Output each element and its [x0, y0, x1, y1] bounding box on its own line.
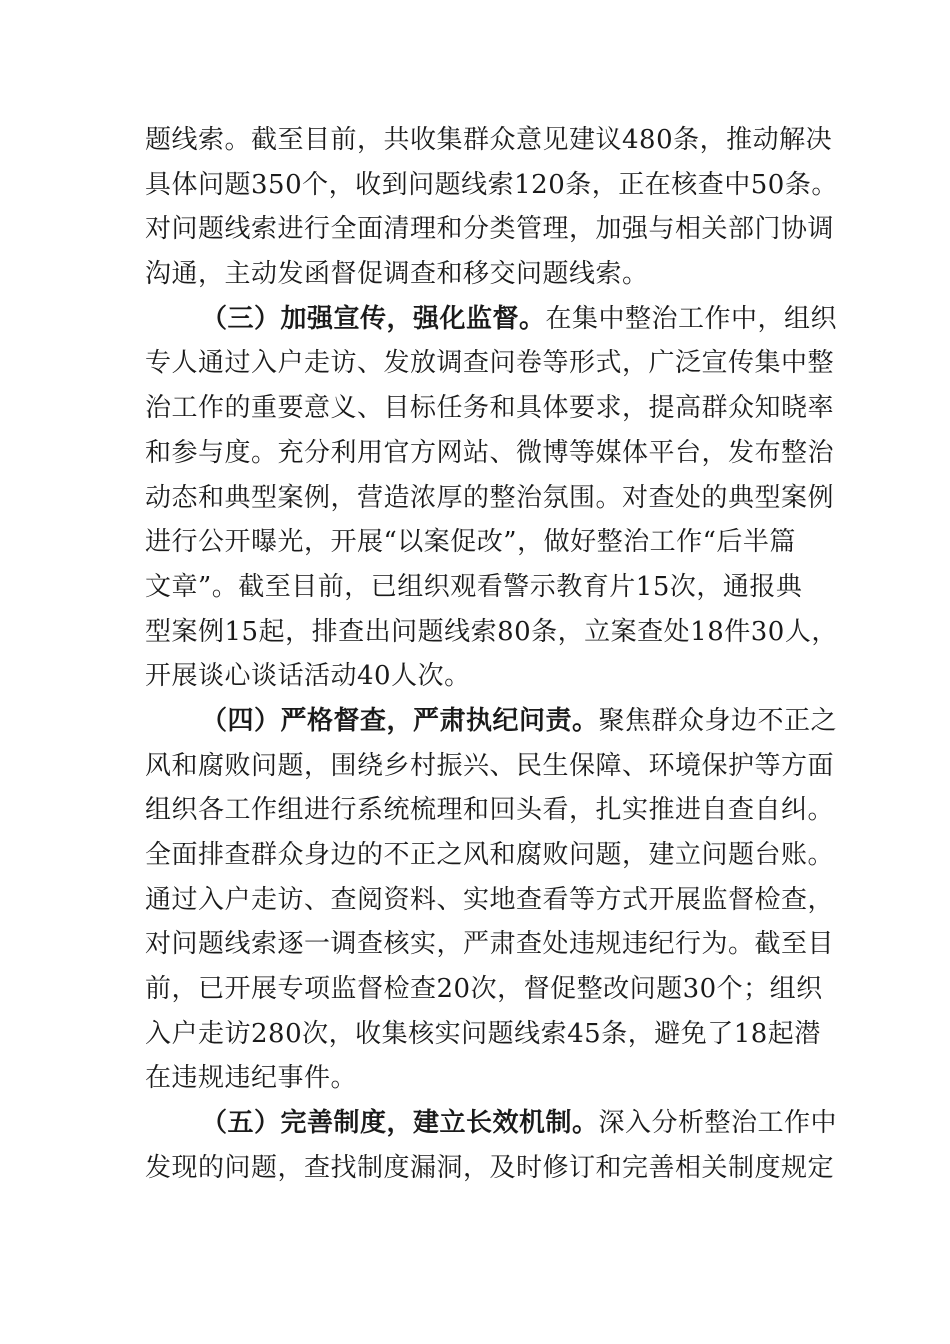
section-heading-5: （五）完善制度，建立长效机制。	[201, 1108, 599, 1139]
paragraph-publicity	[145, 297, 838, 699]
paragraph-continuation	[145, 118, 838, 297]
text-line: 在违规违纪事件。	[145, 1063, 358, 1094]
text-line: 动态和典型案例，营造浓厚的整治氛围。对查处的典型案例	[145, 482, 835, 513]
text-line: 题线索。截至目前，共收集群众意见建议480条，推动解决	[145, 125, 833, 155]
paragraph-first-line	[145, 1101, 838, 1146]
paragraph-inspection	[145, 699, 838, 1101]
text-line: 对问题线索逐一调查核实，严肃查处违规违纪行为。截至目	[145, 929, 835, 960]
text-fragment: 深入分析整治工作中	[598, 1108, 838, 1139]
paragraph-first-line	[145, 699, 838, 744]
text-line: 治工作的重要意义、目标任务和具体要求，提高群众知晓率	[145, 393, 835, 424]
text-line: 前，已开展专项监督检查20次，督促整改问题30个；组织	[145, 974, 823, 1005]
text-line: 专人通过入户走访、发放调查问卷等形式，广泛宣传集中整	[145, 348, 835, 379]
text-line: 文章”。截至目前，已组织观看警示教育片15次，通报典	[145, 571, 803, 602]
text-line: 开展谈心谈话活动40人次。	[145, 661, 471, 692]
text-line: 和参与度。充分利用官方网站、微博等媒体平台，发布整治	[145, 437, 835, 468]
section-heading-3: （三）加强宣传，强化监督。	[201, 303, 546, 334]
text-line: 沟通，主动发函督促调查和移交问题线索。	[145, 259, 649, 290]
text-line: 具体问题350个，收到问题线索120条，正在核查中50条。	[145, 169, 838, 200]
text-fragment: 在集中整治工作中，组织	[545, 303, 838, 334]
text-line: 全面排查群众身边的不正之风和腐败问题，建立问题台账。	[145, 840, 835, 870]
paragraph-first-line	[145, 297, 838, 342]
text-fragment: 聚焦群众身边不正之	[598, 705, 838, 736]
text-line: 风和腐败问题，围绕乡村振兴、民生保障、环境保护等方面	[145, 750, 835, 781]
text-line: 组织各工作组进行系统梳理和回头看，扎实推进自查自纠。	[145, 795, 835, 826]
text-line: 发现的问题，查找制度漏洞，及时修订和完善相关制度规定	[145, 1152, 835, 1183]
text-line: 对问题线索进行全面清理和分类管理，加强与相关部门协调	[145, 214, 835, 245]
section-heading-4: （四）严格督查，严肃执纪问责。	[201, 705, 599, 736]
text-line: 型案例15起，排查出问题线索80条，立案查处18件30人，	[145, 616, 838, 647]
text-line: 入户走访280次，收集核实问题线索45条，避免了18起潜	[145, 1018, 821, 1049]
document-body	[145, 118, 838, 1191]
text-line: 进行公开曝光，开展“以案促改”，做好整治工作“后半篇	[145, 527, 796, 558]
text-line: 通过入户走访、查阅资料、实地查看等方式开展监督检查，	[145, 884, 835, 915]
paragraph-institution	[145, 1101, 838, 1190]
